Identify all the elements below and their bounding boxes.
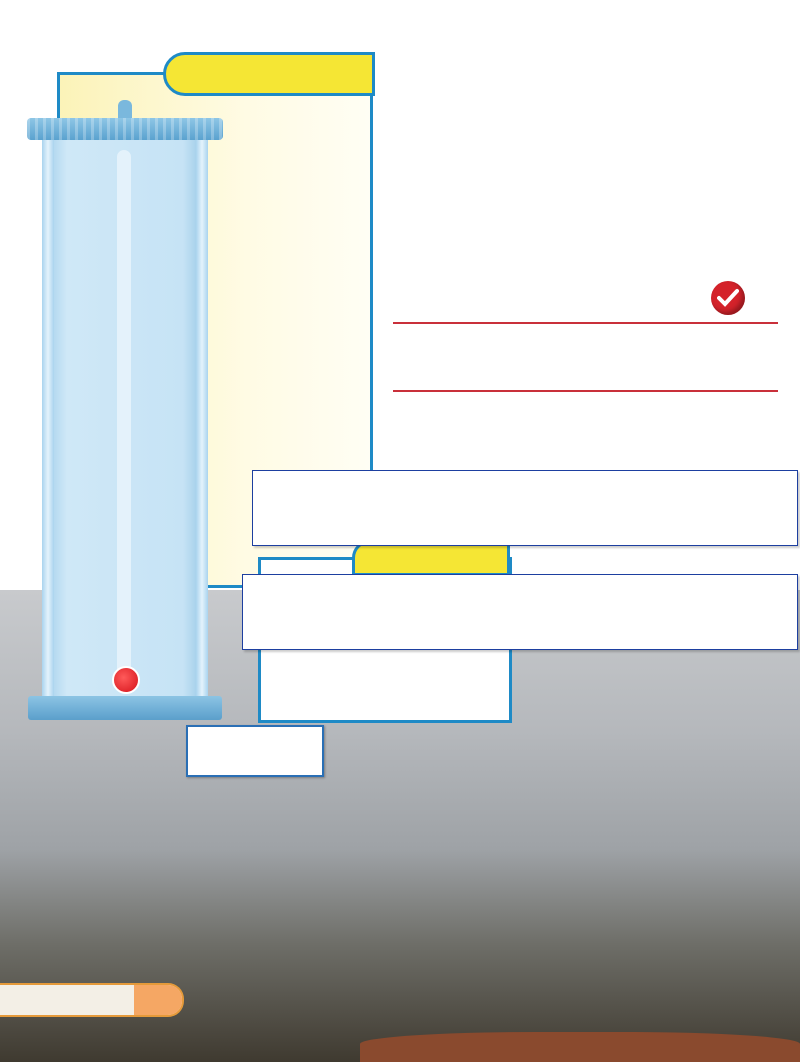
divider — [393, 322, 778, 324]
answer-critical — [242, 574, 798, 650]
answer-predict — [252, 470, 798, 546]
thermometer-bulb — [112, 666, 140, 694]
thermometer-base — [28, 696, 222, 720]
ground — [360, 1032, 800, 1062]
pointer-arrows — [0, 0, 400, 500]
reading-answer — [186, 725, 324, 777]
page-footer — [0, 983, 184, 1017]
check-icon — [711, 281, 745, 315]
page-number — [134, 985, 182, 1015]
divider — [393, 390, 778, 392]
